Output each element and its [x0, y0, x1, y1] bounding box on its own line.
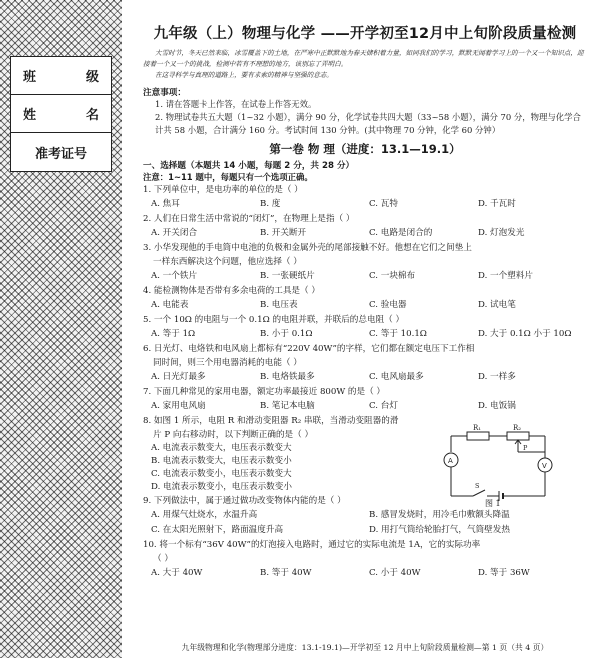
option-c[interactable]: C. 电路是闭合的: [369, 228, 433, 238]
page-footer: 九年级物理和化学(物理部分进度：13.1-19.1)—开学初至 12 月中上旬阶段质量检测—第 1 页（共 4 页）: [181, 643, 549, 652]
option-b[interactable]: B. 一张硬纸片: [260, 271, 315, 281]
option-b[interactable]: B. 度: [260, 199, 281, 209]
option-a[interactable]: A. 电流表示数变大，电压表示数变大: [151, 443, 292, 453]
question-9-options-row1: [143, 508, 587, 523]
option-c[interactable]: C. 电流表示数变小，电压表示数变大: [151, 469, 292, 479]
question-2: 2. 人们在日常生活中常说的“闭灯”，在物理上是指（ ）: [143, 214, 355, 224]
option-c[interactable]: C. 验电器: [369, 300, 407, 310]
class-field[interactable]: [11, 57, 111, 95]
r1-label: R₁: [473, 424, 482, 432]
question-10-options: [143, 566, 587, 581]
option-a[interactable]: A. 开关闭合: [151, 228, 198, 238]
question-9: 9. 下列做法中，属于通过做功改变物体内能的是（ ）: [143, 496, 346, 506]
option-b[interactable]: B. 电烙铁最多: [260, 372, 315, 382]
question-7: 7. 下面几种常见的家用电器，额定功率最接近 800W 的是（ ）: [143, 387, 386, 397]
motto-paragraph: 大雪时节，冬天已然来临，冰雪覆盖下的土地，在严寒中正默默地为春天储积着力量，如同我们的学习，默默无闻着学习上的一个又一个知识点，迎接着一个又一个的挑战，检测中若有不理想的地方，该别忘了弄明白。: [143, 49, 584, 68]
motto-line: 在这寻科学与真理的道路上，要有求索的精神与坚强的意志。: [155, 71, 334, 79]
option-d[interactable]: D. 一个塑料片: [478, 271, 534, 281]
notes-heading: 注意事项：: [143, 88, 186, 98]
option-c[interactable]: C. 台灯: [369, 401, 398, 411]
question-9-options-row2: [143, 523, 587, 538]
option-d[interactable]: D. 千瓦时: [478, 199, 516, 209]
option-c[interactable]: C. 一块棉布: [369, 271, 416, 281]
option-d[interactable]: D. 试电笔: [478, 300, 516, 310]
option-b[interactable]: B. 笔记本电脑: [260, 401, 315, 411]
question-8-continued: 片 P 向右移动时，以下判断正确的是（ ）: [153, 430, 314, 440]
option-d[interactable]: D. 一样多: [478, 372, 516, 382]
rheostat-r2-symbol: [507, 432, 529, 440]
option-a[interactable]: A. 焦耳: [151, 199, 180, 209]
question-1: 1. 下列单位中，是电功率的单位的是（ ）: [143, 185, 303, 195]
question-10: 10. 将一个标有“36V 40W”的灯泡接入电路时，通过它的实际电流是 1A，它的实际功率: [143, 540, 481, 550]
name-field[interactable]: [11, 95, 111, 133]
ammeter-label: A: [448, 457, 453, 465]
option-a[interactable]: A. 家用电风扇: [151, 401, 206, 411]
question-6-options: [143, 370, 587, 385]
class-label-char1: 班: [23, 70, 37, 85]
exam-id-field[interactable]: [11, 133, 111, 171]
name-label-char2: 名: [85, 108, 99, 123]
option-a[interactable]: A. 用煤气灶烧水，水温升高: [151, 510, 258, 520]
option-d[interactable]: D. 用打气筒给轮胎打气，气筒壁发热: [369, 525, 510, 535]
question-3-options: [143, 269, 587, 284]
option-a[interactable]: A. 日光灯最多: [151, 372, 206, 382]
choice-section-heading: 一、选择题（本题共 14 小题，每题 2 分，共 28 分）: [143, 161, 355, 171]
option-d[interactable]: D. 电流表示数变小，电压表示数变小: [151, 482, 292, 492]
question-6-continued: 同时间，则三个用电器消耗的电能（ ）: [153, 358, 302, 368]
option-c[interactable]: C. 在太阳光照射下，路面温度升高: [151, 525, 284, 535]
option-d[interactable]: D. 等于 36W: [478, 568, 530, 578]
voltmeter-label: V: [542, 462, 547, 470]
class-label-char2: 级: [85, 70, 99, 85]
note-item-2: 2. 物理试卷共五大题（1~32 小题），满分 90 分，化学试卷共四大题（33~58 小题），满分 70 分，物理与化学合计共 58 小题，合计满分 160 分。考试时间 130 分钟。(其中物理 70 分钟，化学 60 分钟）: [155, 112, 581, 135]
question-3-continued: 一样东西解决这个问题，他应选择（ ）: [153, 257, 302, 267]
question-6: 6. 日光灯、电烙铁和电风扇上都标有“220V 40W”的字样，它们都在额定电压下工作相: [143, 344, 475, 354]
exam-content: [143, 22, 587, 581]
circuit-diagram: [443, 422, 553, 508]
question-3: 3. 小华发现他的手电筒中电池的负极和金属外壳的尾部接触不好。他想在它们之间垫上: [143, 243, 472, 253]
question-5: 5. 一个 10Ω 的电阻与一个 0.1Ω 的电阻并联，并联后的总电阻（ ）: [143, 315, 405, 325]
question-10-continued: （ ）: [153, 554, 173, 564]
option-a[interactable]: A. 一个铁片: [151, 271, 198, 281]
exam-title: 九年级（上）物理与化学 ——开学初至12月中上旬阶段质量检测: [153, 26, 577, 42]
question-2-options: [143, 226, 587, 241]
option-c[interactable]: C. 电风扇最多: [369, 372, 424, 382]
option-c[interactable]: C. 瓦特: [369, 199, 398, 209]
switch-label: S: [475, 482, 480, 490]
question-4-options: [143, 298, 587, 313]
question-7-options: [143, 399, 587, 414]
slider-p-label: P: [523, 444, 528, 452]
option-a[interactable]: A. 等于 1Ω: [151, 329, 196, 339]
option-b[interactable]: B. 小于 0.1Ω: [260, 329, 313, 339]
option-b[interactable]: B. 电压表: [260, 300, 298, 310]
choice-section-note: 注意：1~11 题中，每题只有一个选项正确。: [143, 172, 313, 182]
note-item-1: 1. 请在答题卡上作答，在试卷上作答无效。: [155, 99, 317, 109]
question-8: 8. 如图 1 所示，电阻 R 和滑动变阻器 R₂ 串联，当滑动变阻器的滑: [143, 416, 399, 426]
option-a[interactable]: A. 大于 40W: [151, 568, 203, 578]
exam-id-label: 准考证号: [34, 146, 87, 162]
option-b[interactable]: B. 等于 40W: [260, 568, 312, 578]
option-b[interactable]: B. 电流表示数变大，电压表示数变小: [151, 456, 292, 466]
option-d[interactable]: D. 大于 0.1Ω 小于 10Ω: [478, 329, 572, 339]
option-a[interactable]: A. 电能表: [151, 300, 189, 310]
name-label-char1: 姓: [23, 108, 37, 123]
resistor-r1-symbol: [467, 432, 489, 440]
question-5-options: [143, 327, 587, 342]
option-b[interactable]: B. 感冒发烧时，用冷毛巾敷额头降温: [369, 510, 510, 520]
student-info-box: [10, 56, 112, 172]
option-c[interactable]: C. 等于 10.1Ω: [369, 329, 427, 339]
option-c[interactable]: C. 小于 40W: [369, 568, 421, 578]
figure-1-caption: 图 1: [485, 499, 501, 508]
option-d[interactable]: D. 电饭锅: [478, 401, 516, 411]
section-title: 第一卷 物 理（进度：13.1—19.1）: [269, 142, 461, 156]
option-d[interactable]: D. 灯泡发光: [478, 228, 525, 238]
option-b[interactable]: B. 开关断开: [260, 228, 307, 238]
question-1-options: [143, 197, 587, 212]
r2-label: R₂: [513, 424, 522, 432]
question-4: 4. 能检测物体是否带有多余电荷的工具是（ ）: [143, 286, 320, 296]
